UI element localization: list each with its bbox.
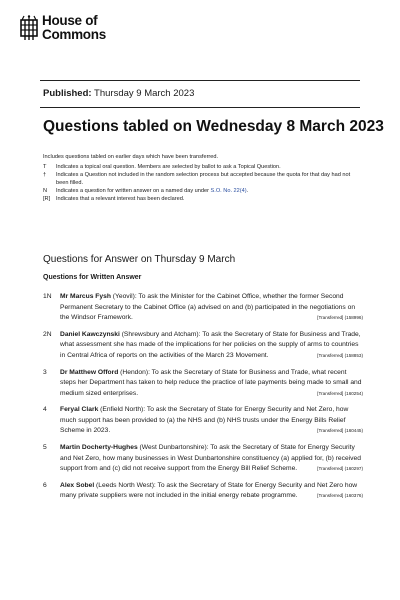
legend-symbol: N — [43, 188, 48, 194]
question-text: (Leeds North West): To ask the Secretary of State for Energy Security and Net Zero how many private suppliers were not included in the initial energy rebate programme. — [60, 481, 358, 500]
question-body — [60, 292, 363, 324]
intro-text: Includes questions tabled on earlier days which have been transferred. — [43, 154, 219, 160]
question-text: (Enfield North): To ask the Secretary of State for Energy Security and Net Zero, how much support has been provided to (a) the NHS and (b) NHS trusts under the Energy Bills Relief Scheme in 2023. — [60, 406, 349, 435]
logo-line-2: Commons — [42, 27, 106, 42]
question-text: (Hendon): To ask the Secretary of State for Business and Trade, what recent steps her Department has taken to help reduce the practice of late payments being made to small and medium sized enterprises. — [60, 368, 362, 397]
question-body — [60, 368, 363, 400]
member-name: Feryal Clark — [60, 406, 99, 414]
legend-symbol: T — [43, 164, 47, 170]
page-title: Questions tabled on Wednesday 8 March 2023 — [43, 118, 384, 135]
question-item — [43, 405, 363, 437]
divider-top — [40, 80, 360, 81]
question-number: 1N — [43, 293, 52, 300]
portcullis-icon — [20, 15, 38, 43]
published-label: Published: — [43, 88, 92, 99]
legend-row-topical — [43, 163, 363, 171]
question-item — [43, 292, 363, 324]
legend-suffix: . — [246, 188, 249, 194]
legend-symbol: † — [43, 172, 47, 178]
question-reference: [Transferred] (158853) — [317, 352, 363, 358]
section-title: Questions for Answer on Thursday 9 March — [43, 254, 236, 265]
legend — [43, 163, 363, 203]
question-item — [43, 330, 363, 362]
question-item — [43, 443, 363, 475]
question-body — [60, 405, 363, 437]
legend-row-named-day — [43, 187, 363, 195]
question-text: (West Dunbartonshire): To ask the Secretary of State for Energy Security and Net Zero, how many businesses in West Dunbartonshire constituency (a) applied for, (b) received support from and (c) did not receive support from the Energy Bill Relief Scheme. — [60, 444, 361, 473]
legend-row-dagger — [43, 171, 363, 187]
member-name: Daniel Kawczynski — [60, 330, 120, 338]
question-reference: [Transferred] (158996) — [317, 315, 363, 320]
logo-line-1: House of — [42, 13, 98, 28]
member-name: Alex Sobel — [60, 481, 95, 489]
question-number: 3 — [43, 368, 47, 376]
logo-wordmark — [42, 14, 106, 42]
question-body — [60, 481, 363, 502]
question-text: (Yeovil): To ask the Minister for the Cabinet Office, whether the former Second Permanent Secretary to the Cabinet Office (a) advised on and (b) participated in the negotiations on the Windsor Framework. — [60, 293, 356, 321]
legend-text: Indicates that a relevant interest has been declared. — [56, 196, 185, 202]
question-number: 2N — [43, 330, 52, 338]
question-list — [43, 292, 363, 508]
legend-text: Indicates a topical oral question. Members are selected by ballot to ask a Topical Question. — [56, 164, 281, 170]
question-body — [60, 443, 363, 475]
question-item — [43, 481, 363, 502]
question-number: 4 — [43, 406, 47, 414]
legend-text: Indicates a question for written answer on a named day under — [56, 188, 211, 194]
question-reference: [Transferred] (160254) — [317, 390, 363, 396]
standing-order-link[interactable]: S.O. No. 22(4) — [210, 188, 247, 194]
question-reference: [Transferred] (160445) — [317, 428, 363, 434]
question-number: 5 — [43, 444, 47, 452]
published-line — [43, 88, 194, 99]
divider-bottom — [40, 107, 360, 108]
question-number: 6 — [43, 481, 47, 489]
member-name: Mr Marcus Fysh — [60, 293, 111, 300]
question-body — [60, 330, 363, 362]
house-of-commons-logo — [20, 14, 106, 43]
legend-text: Indicates a Question not included in the random selection process but accepted because the quota for that day had not been filled. — [56, 172, 351, 186]
legend-row-interest — [43, 195, 363, 203]
question-reference: [Transferred] (160297) — [317, 466, 363, 472]
question-text: (Shrewsbury and Atcham): To ask the Secretary of State for Business and Trade, what assessment she has made of the implications for her policies on the supply of arms to countries in Central Africa of reports on the activities of the March 23 Movement. — [60, 330, 361, 359]
member-name: Martin Docherty-Hughes — [60, 444, 138, 452]
published-date: Thursday 9 March 2023 — [91, 88, 195, 99]
question-item — [43, 368, 363, 400]
legend-symbol: [R] — [43, 196, 51, 202]
legend-text-wrapper — [56, 187, 363, 195]
member-name: Dr Matthew Offord — [60, 368, 119, 376]
question-reference: [Transferred] (160376) — [317, 493, 363, 499]
sub-title: Questions for Written Answer — [43, 274, 142, 281]
